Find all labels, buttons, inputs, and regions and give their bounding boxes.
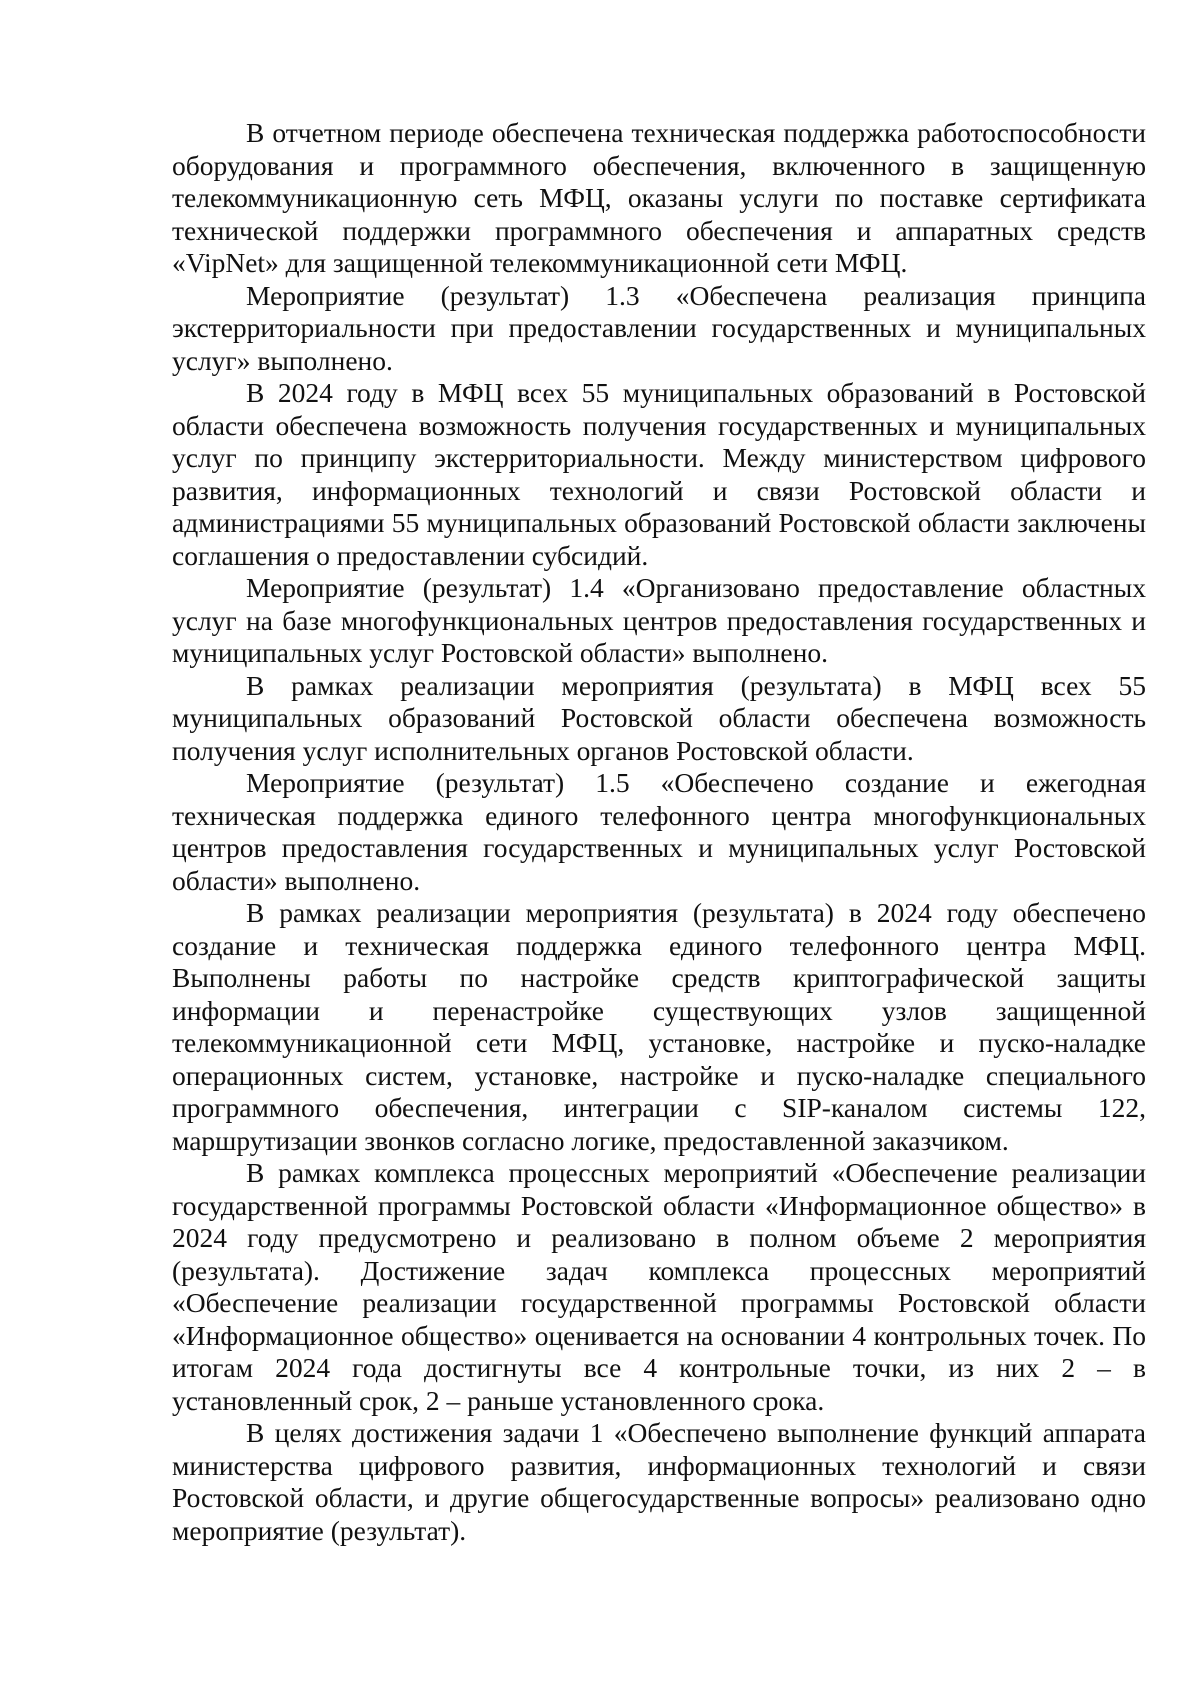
paragraph-task-1: В целях достижения задачи 1 «Обеспечено выполнение функций аппарата министерства цифрового развития, информационных технологий и связи Ростовской области, и другие общегосударственные вопросы» реализовано одно мероприятие (результат). xyxy=(172,1417,1146,1546)
document-body xyxy=(172,117,1146,1547)
paragraph-vipnet-support: В отчетном периоде обеспечена техническая поддержка работоспособности оборудования и программного обеспечения, включенного в защищенную телекоммуникационную сеть МФЦ, оказаны услуги по поставке сертификата технической поддержки программного обеспечения и аппаратных средств «VipNet» для защищенной телекоммуникационной сети МФЦ. xyxy=(172,117,1146,278)
paragraph-process-measures: В рамках комплекса процессных мероприятий «Обеспечение реализации государственной программы Ростовской области «Информационное общество» в 2024 году предусмотрено и реализовано в полном объеме 2 мероприятия (результата). Достижение задач комплекса процессных мероприятий «Обеспечение реализации государственной программы Ростовской области «Информационное общество» оценивается на основании 4 контрольных точек. По итогам 2024 года достигнуты все 4 контрольные точки, из них 2 – в установленный срок, 2 – раньше установленного срока. xyxy=(172,1157,1146,1416)
paragraph-regional-services: В рамках реализации мероприятия (результата) в МФЦ всех 55 муниципальных образований Ростовской области обеспечена возможность получения услуг исполнительных органов Ростовской области. xyxy=(172,669,1146,766)
paragraph-measure-1-3: Мероприятие (результат) 1.3 «Обеспечена реализация принципа экстерриториальности при предоставлении государственных и муниципальных услуг» выполнено. xyxy=(172,279,1146,376)
paragraph-extraterritoriality: В 2024 году в МФЦ всех 55 муниципальных образований в Ростовской области обеспечена возможность получения государственных и муниципальных услуг по принципу экстерриториальности. Между министерством цифрового развития, информационных технологий и связи Ростовской области и администрациями 55 муниципальных образований Ростовской области заключены соглашения о предоставлении субсидий. xyxy=(172,377,1146,571)
paragraph-measure-1-5: Мероприятие (результат) 1.5 «Обеспечено создание и ежегодная техническая поддержка единого телефонного центра многофункциональных центров предоставления государственных и муниципальных услуг Ростовской области» выполнено. xyxy=(172,767,1146,896)
paragraph-phone-center: В рамках реализации мероприятия (результата) в 2024 году обеспечено создание и техническая поддержка единого телефонного центра МФЦ. Выполнены работы по настройке средств криптографической защиты информации и перенастройке существующих узлов защищенной телекоммуникационной сети МФЦ, установке, настройке и пуско-наладке операционных систем, установке, настройке и пуско-наладке специального программного обеспечения, интеграции с SIP-каналом системы 122, маршрутизации звонков согласно логике, предоставленной заказчиком. xyxy=(172,897,1146,1156)
paragraph-measure-1-4: Мероприятие (результат) 1.4 «Организовано предоставление областных услуг на базе многофункциональных центров предоставления государственных и муниципальных услуг Ростовской области» выполнено. xyxy=(172,572,1146,668)
